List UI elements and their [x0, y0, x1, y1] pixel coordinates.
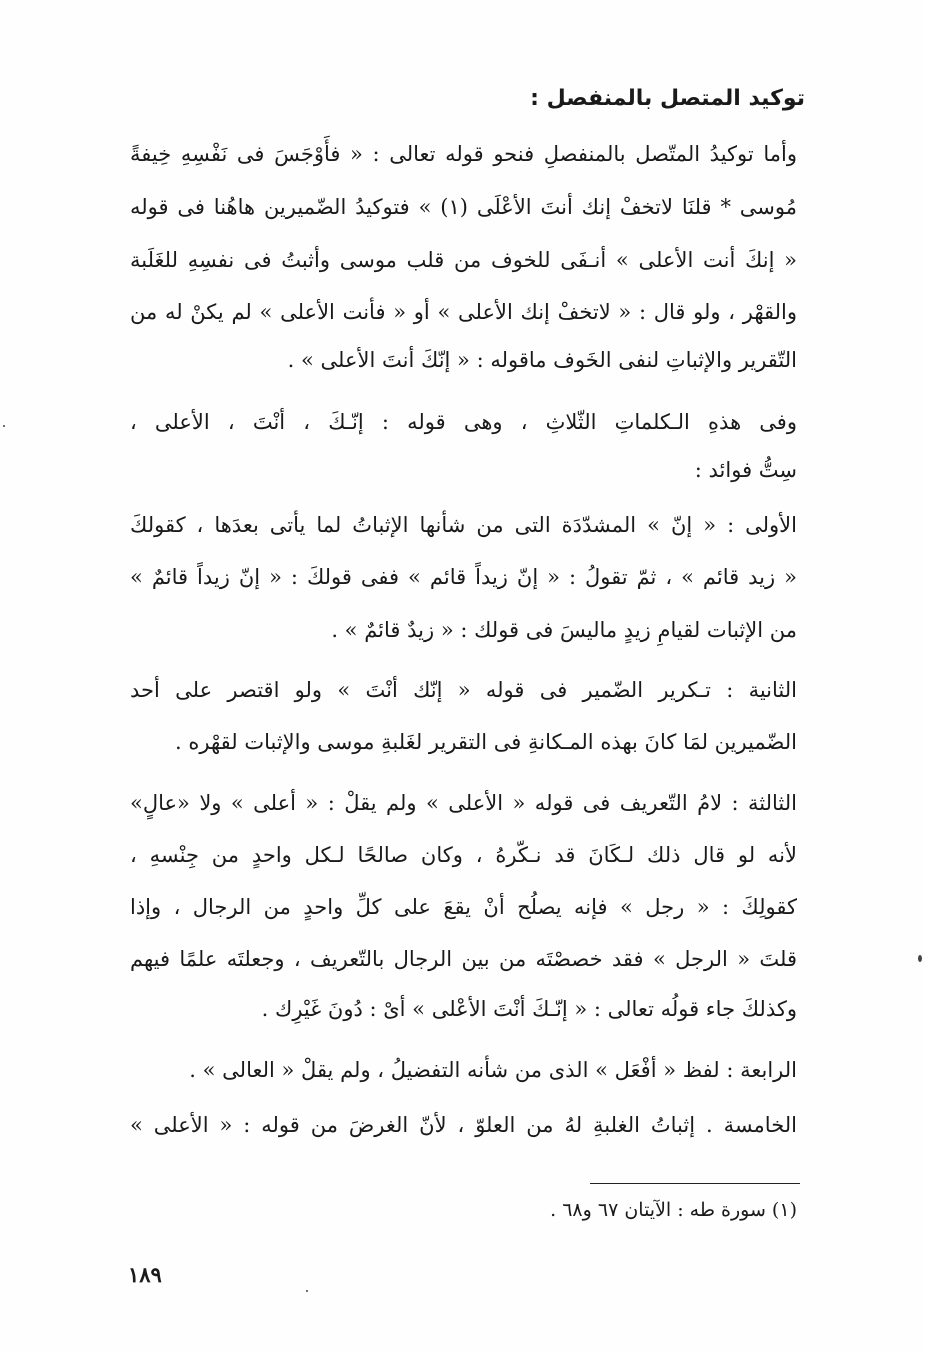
text-line: كقولِكَ : « رجل » فإنه يصلُح أنْ يقعَ على كلِّ واحدٍ من الرجال ، وإذا — [130, 895, 797, 919]
text-line: وأما توكيدُ المتّصل بالمنفصلِ فنحو قوله تعالى : « فأَوْجَسَ فى نَفْسِهِ خِيفةً — [130, 142, 797, 166]
text-line: « إنكَ أنت الأعلى » أنـفَى للخوف من قلب موسى وأثبتُ فى نفسِهِ للغَلَبة — [130, 248, 797, 272]
text-line: لأنه لو قال ذلك لـكَانَ قد نـكّرهُ ، وكان صالحًا لـكل واحدٍ من جِنْسهِ ، — [130, 843, 797, 867]
text-line: وفى هذهِ الـكلماتِ الثّلاثِ ، وهى قوله : إنّـكَ ، أنْتَ ، الأعلى ، — [130, 410, 797, 434]
footnote-divider — [590, 1183, 800, 1184]
text-line: قلتَ « الرجل » فقد خصصْتَه من بين الرجال بالتّعريف ، وجعلتَه علمًا فيهم — [130, 947, 797, 971]
page-number: ١٨٩ — [128, 1262, 162, 1287]
text-line: سِتُّ فوائد : — [694, 458, 797, 482]
footnote: (١) سورة طه : الآيتان ٦٧ و٦٨ . — [550, 1199, 797, 1221]
text-line: الثالثة : لامُ التّعريف فى قوله « الأعلى » ولم يقلْ : « أعلى » ولا «عالٍ» — [130, 791, 797, 815]
text-line: الثانية : تـكرير الضّمير فى قوله « إنّك أنْتَ » ولو اقتصر على أحد — [130, 678, 797, 702]
text-line: والقهْر ، ولو قال : « لاتخفْ إنك الأعلى » أو « فأنت الأعلى » لم يكنْ له من — [130, 300, 797, 324]
scan-speck — [3, 425, 5, 427]
scan-speck — [306, 1290, 308, 1292]
scan-speck — [918, 955, 922, 962]
text-line: الخامسة . إثباتُ الغلبةِ لهُ من العلوّ ، لأنّ الغرضَ من قوله : « الأعلى » — [130, 1113, 797, 1137]
text-line: من الإثبات لقيامِ زيدٍ ماليسَ فى قولك : « زيدٌ قائمٌ » . — [331, 618, 797, 642]
text-line: الرابعة : لفظ « أفْعَل » الذى من شأنه التفضيلُ ، ولم يقلْ « العالى » . — [189, 1058, 797, 1082]
text-line: مُوسى * قلنَا لاتخفْ إنك أنتَ الأعْلَى (١) » فتوكيدُ الضّميرين هاهُنا فى قوله — [130, 195, 798, 219]
text-line: الضّميرين لمَا كانَ بهذه المـكانةِ فى التقرير لغَلبةِ موسى والإثبات لقهْره . — [175, 730, 797, 754]
text-line: وكذلكَ جاء قولُه تعالى : « إنّـكَ أنْتَ الأعْلى » أىْ : دُونَ غَيْرِك . — [261, 997, 797, 1021]
section-heading: توكيد المتصل بالمنفصل : — [530, 86, 805, 111]
text-line: « زيد قائم » ، ثمّ تقولُ : « إنّ زيداً قائم » ففى قولكَ : « إنّ زيداً قائمٌ » — [130, 565, 797, 589]
text-line: التّقرير والإثباتِ لنفى الخَوف ماقوله : « إنّكَ أنتَ الأعلى » . — [287, 348, 797, 372]
text-line: الأولى : « إنّ » المشدّدَة التى من شأنها الإثباتُ لما يأتى بعدَها ، كقولكَ — [130, 513, 797, 537]
